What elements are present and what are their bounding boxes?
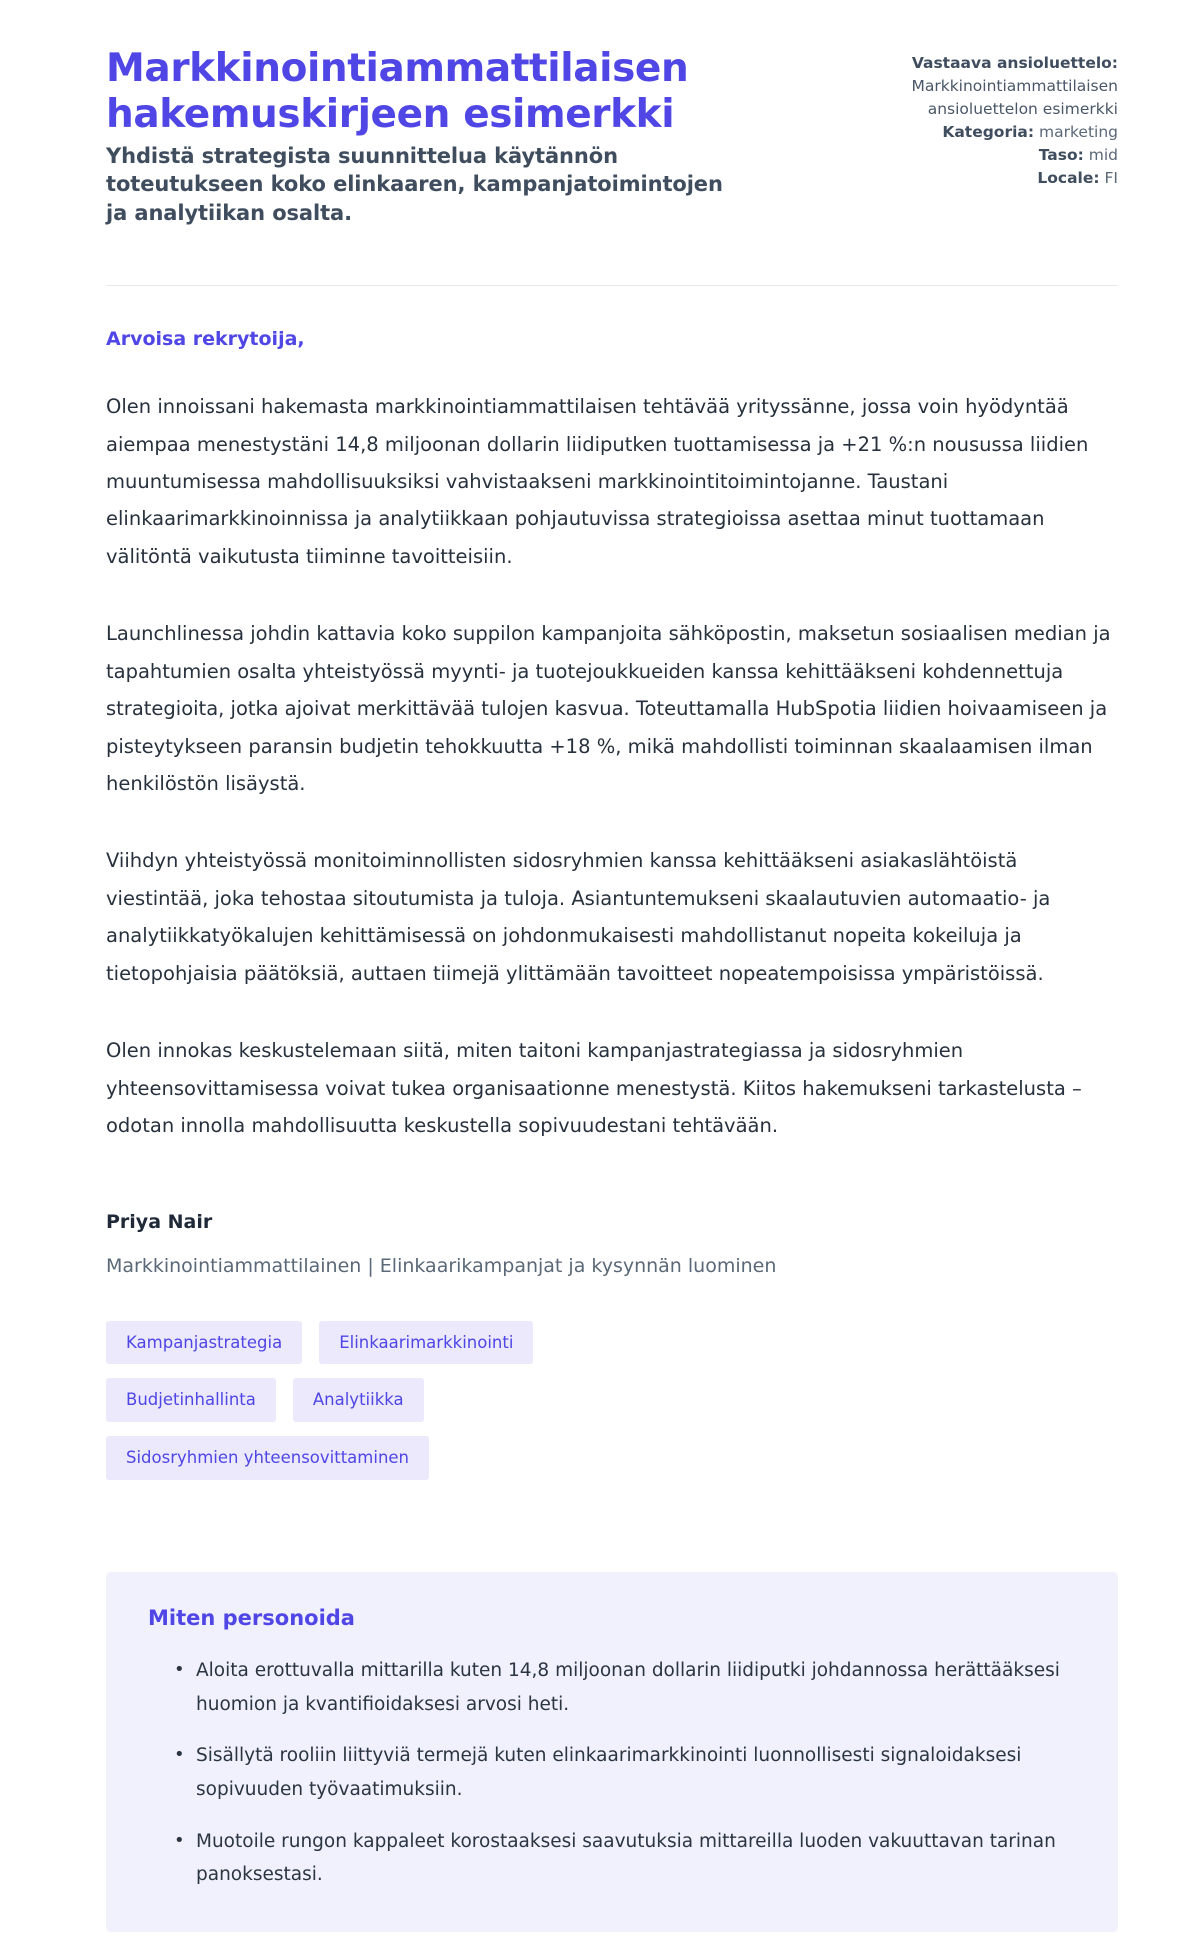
tag-chip[interactable]: Budjetinhallinta	[106, 1378, 276, 1422]
meta-locale-value: FI	[1104, 168, 1118, 187]
letter-paragraph: Olen innoissani hakemasta markkinointiammattilaisen tehtävää yrityssänne, jossa voin hyödyntää aiempaa menestystäni 14,8 miljoonan dollarin liidiputken tuottamisessa ja +21 %:n nousussa liidien muuntumisessa mahdollisuuksiksi vahvistaakseni markkinointitoimintojanne. Taustani elinkaarimarkkinoinnissa ja analytiikkaan pohjautuvissa strategioissa asettaa minut tuottamaan välitöntä vaikutusta tiiminne tavoitteisiin.	[106, 395, 1089, 568]
tips-list-item	[174, 1739, 1074, 1806]
tips-list-item-text: Aloita erottuvalla mittarilla kuten 14,8 miljoonan dollarin liidiputki johdannossa herättääksesi huomion ja kvantifioidaksesi arvosi heti.	[196, 1659, 1060, 1715]
tips-list-item	[174, 1654, 1074, 1721]
bullet-icon: •	[174, 1829, 185, 1851]
meta-locale	[848, 167, 1118, 190]
page-header	[0, 0, 1200, 227]
letter-signature	[0, 1185, 1200, 1277]
tag-chip[interactable]: Kampanjastrategia	[106, 1321, 302, 1365]
bullet-icon: •	[174, 1744, 185, 1766]
header-title-block	[106, 46, 746, 227]
header-metadata	[848, 46, 1118, 190]
personalization-tips-box	[106, 1572, 1118, 1932]
tips-list	[148, 1654, 1076, 1892]
meta-category	[848, 121, 1118, 144]
tips-list-item	[174, 1825, 1074, 1892]
meta-level-label: Taso:	[1038, 145, 1084, 164]
letter-paragraph: Olen innokas keskustelemaan siitä, miten taitoni kampanjastrategiassa ja sidosryhmien yhteensovittamisessa voivat tukea organisaationne menestystä. Kiitos hakemukseni tarkastelusta – odotan innolla mahdollisuutta keskustella sopivuudestani tehtävään.	[106, 1039, 1082, 1138]
personalization-tips-section	[0, 1480, 1200, 1932]
signature-name: Priya Nair	[106, 1210, 213, 1233]
tag-chip[interactable]: Elinkaarimarkkinointi	[319, 1321, 533, 1365]
letter-greeting: Arvoisa rekrytoija,	[106, 328, 305, 351]
meta-related-resume-value: Markkinointiammattilaisen ansioluettelon esimerkki	[911, 76, 1118, 118]
tag-chip[interactable]: Analytiikka	[293, 1378, 424, 1422]
meta-category-value: marketing	[1039, 122, 1118, 141]
meta-level	[848, 144, 1118, 167]
tips-list-item-text: Muotoile rungon kappaleet korostaaksesi saavutuksia mittareilla luoden vakuuttavan tarinan panoksestasi.	[196, 1830, 1056, 1886]
meta-category-label: Kategoria:	[942, 122, 1035, 141]
tag-list	[0, 1277, 780, 1480]
bullet-icon: •	[174, 1658, 185, 1680]
tips-title: Miten personoida	[148, 1605, 355, 1630]
meta-level-value: mid	[1088, 145, 1118, 164]
meta-related-resume-label: Vastaava ansioluettelo:	[911, 54, 1118, 72]
letter-paragraph: Launchlinessa johdin kattavia koko suppilon kampanjoita sähköpostin, maksetun sosiaalisen median ja tapahtumien osalta yhteistyössä myynti- ja tuotejoukkueiden kanssa kehittääkseni kohdennettuja strategioita, jotka ajoivat merkittävää tulojen kasvua. Toteuttamalla HubSpotia liidien hoivaamiseen ja pisteytykseen paransin budjetin tehokkuutta +18 %, mikä mahdollisti toiminnan skaalaamisen ilman henkilöstön lisäystä.	[106, 622, 1111, 795]
letter-paragraph: Viihdyn yhteistyössä monitoiminnollisten sidosryhmien kanssa kehittääkseni asiakaslähtöistä viestintää, joka tehostaa sitoutumista ja tuloja. Asiantuntemukseni skaalautuvien automaatio- ja analytiikkatyökalujen kehittämisessä on johdonmukaisesti mahdollistanut nopeita kokeiluja ja tietopohjaisia päätöksiä, auttaen tiimejä ylittämään tavoitteet nopeatempoisissa ympäristöissä.	[106, 849, 1051, 985]
meta-related-resume	[848, 52, 1118, 75]
signature-role: Markkinointiammattilainen | Elinkaarikampanjat ja kysynnän luominen	[106, 1254, 777, 1277]
letter-body	[0, 286, 1200, 1144]
page-title: Markkinointiammattilaisen hakemuskirjeen esimerkki	[106, 46, 689, 138]
page-subtitle: Yhdistä strategista suunnittelua käytännön toteutukseen koko elinkaaren, kampanjatoimintojen ja analytiikan osalta.	[106, 144, 723, 225]
meta-locale-label: Locale:	[1037, 168, 1100, 187]
tag-chip[interactable]: Sidosryhmien yhteensovittaminen	[106, 1436, 429, 1480]
meta-related-resume-value-line	[848, 75, 1118, 121]
tips-list-item-text: Sisällytä rooliin liittyviä termejä kuten elinkaarimarkkinointi luonnollisesti signaloidaksesi sopivuuden työvaatimuksiin.	[196, 1745, 1022, 1800]
